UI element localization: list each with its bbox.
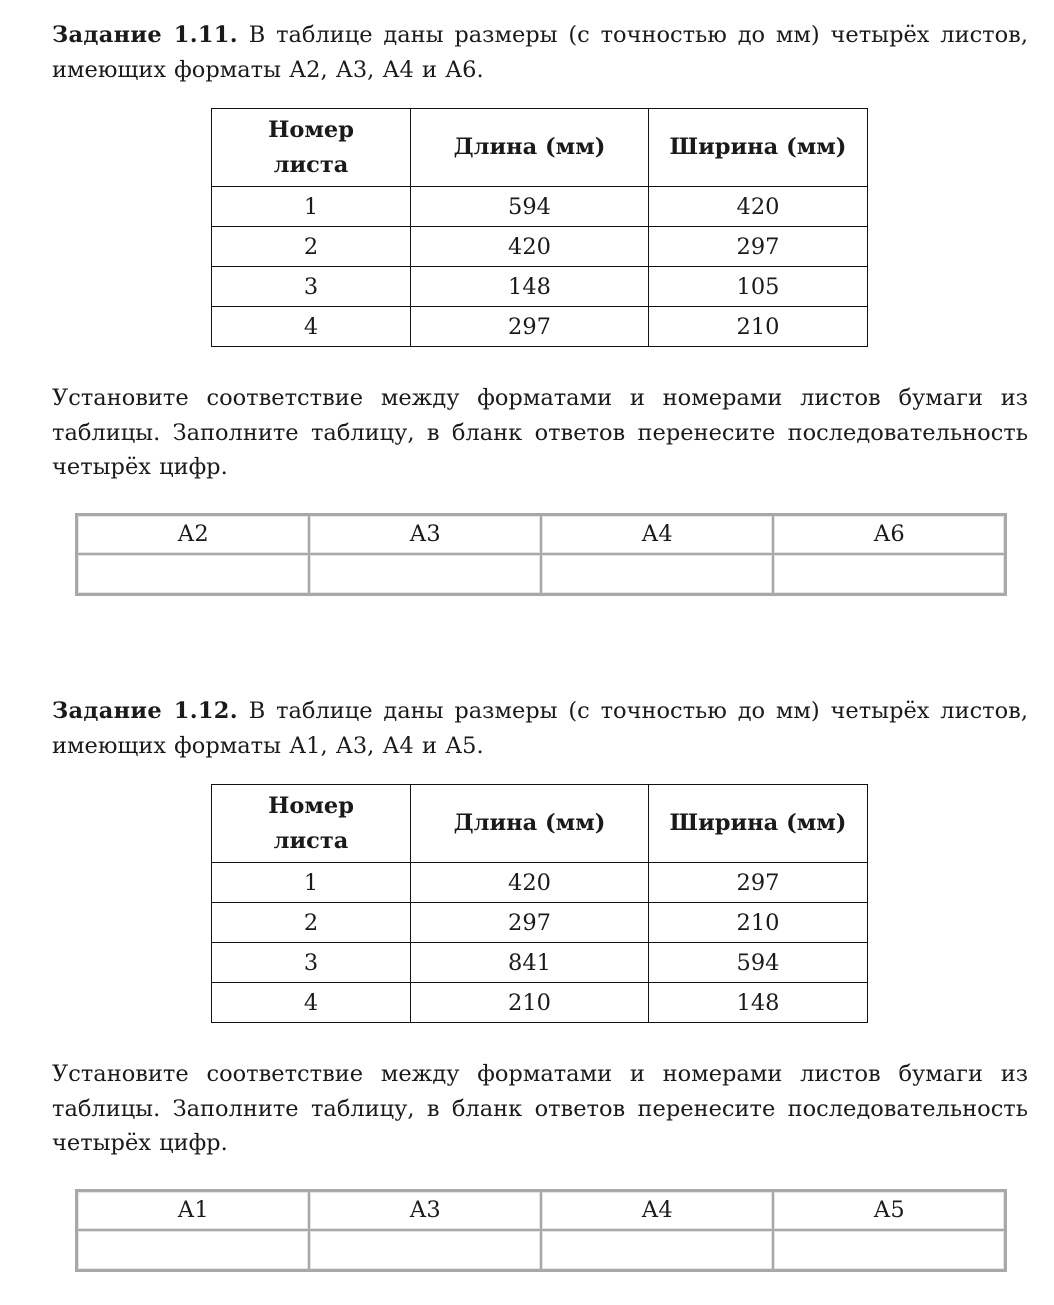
cell-width: 297 (649, 863, 868, 903)
task-intro (52, 694, 1028, 763)
header-length: Длина (мм) (411, 109, 649, 187)
cell-sheet-number: 2 (212, 903, 411, 943)
header-length: Длина (мм) (411, 785, 649, 863)
cell-sheet-number: 2 (212, 227, 411, 267)
answer-input-row (77, 554, 1005, 594)
answer-format-label: А3 (309, 1191, 541, 1230)
cell-length: 297 (411, 307, 649, 347)
answer-format-label: А1 (77, 1191, 309, 1230)
answer-input-cell[interactable] (309, 554, 541, 594)
answer-format-label: А3 (309, 515, 541, 554)
cell-sheet-number: 1 (212, 187, 411, 227)
table-row (212, 983, 868, 1023)
task-intro (52, 18, 1028, 87)
table-row (212, 903, 868, 943)
cell-length: 297 (411, 903, 649, 943)
answer-format-row (77, 515, 1005, 554)
cell-length: 420 (411, 863, 649, 903)
table-row (212, 267, 868, 307)
sizes-table (211, 108, 868, 347)
answer-input-cell[interactable] (309, 1230, 541, 1270)
cell-sheet-number: 1 (212, 863, 411, 903)
answer-input-cell[interactable] (773, 1230, 1005, 1270)
answer-format-label: А4 (541, 1191, 773, 1230)
table-row (212, 943, 868, 983)
answer-format-label: А6 (773, 515, 1005, 554)
task-intro-text: В таблице даны размеры (с точностью до мм) четырёх листов, имеющих форматы А1, А3, А4 и А5. (52, 698, 1028, 759)
answer-input-row (77, 1230, 1005, 1270)
table-row (212, 187, 868, 227)
cell-length: 841 (411, 943, 649, 983)
cell-sheet-number: 4 (212, 307, 411, 347)
answer-table (75, 513, 1007, 596)
cell-sheet-number: 4 (212, 983, 411, 1023)
cell-width: 297 (649, 227, 868, 267)
header-width: Ширина (мм) (649, 785, 868, 863)
task-intro-text: В таблице даны размеры (с точностью до мм) четырёх листов, имеющих форматы А2, А3, А4 и А6. (52, 22, 1028, 83)
answer-format-label: А4 (541, 515, 773, 554)
answer-format-label: А5 (773, 1191, 1005, 1230)
cell-sheet-number: 3 (212, 267, 411, 307)
cell-width: 105 (649, 267, 868, 307)
header-width: Ширина (мм) (649, 109, 868, 187)
answer-input-cell[interactable] (77, 1230, 309, 1270)
cell-length: 420 (411, 227, 649, 267)
sizes-table (211, 784, 868, 1023)
header-sheet-number: Номер листа (212, 109, 411, 187)
cell-width: 210 (649, 903, 868, 943)
task-label: Задание 1.11. (52, 22, 238, 48)
table-row (212, 307, 868, 347)
answer-table (75, 1189, 1007, 1272)
table-row (212, 863, 868, 903)
answer-format-label: А2 (77, 515, 309, 554)
cell-length: 148 (411, 267, 649, 307)
cell-length: 594 (411, 187, 649, 227)
task-label: Задание 1.12. (52, 698, 238, 724)
answer-input-cell[interactable] (773, 554, 1005, 594)
cell-width: 148 (649, 983, 868, 1023)
header-sheet-number: Номер листа (212, 785, 411, 863)
answer-input-cell[interactable] (541, 1230, 773, 1270)
cell-width: 594 (649, 943, 868, 983)
answer-input-cell[interactable] (77, 554, 309, 594)
table-header-row (212, 109, 868, 187)
cell-sheet-number: 3 (212, 943, 411, 983)
task-instruction: Установите соответствие между форматами и номерами листов бумаги из таблицы. Заполните таблицу, в бланк ответов перенесите последовательность четырёх цифр. (52, 385, 1028, 480)
answer-format-row (77, 1191, 1005, 1230)
task-1-12 (52, 694, 1028, 1272)
answer-input-cell[interactable] (541, 554, 773, 594)
task-1-11 (52, 18, 1028, 596)
cell-width: 210 (649, 307, 868, 347)
table-row (212, 227, 868, 267)
task-instruction: Установите соответствие между форматами и номерами листов бумаги из таблицы. Заполните таблицу, в бланк ответов перенесите последовательность четырёх цифр. (52, 1061, 1028, 1156)
cell-length: 210 (411, 983, 649, 1023)
table-header-row (212, 785, 868, 863)
cell-width: 420 (649, 187, 868, 227)
